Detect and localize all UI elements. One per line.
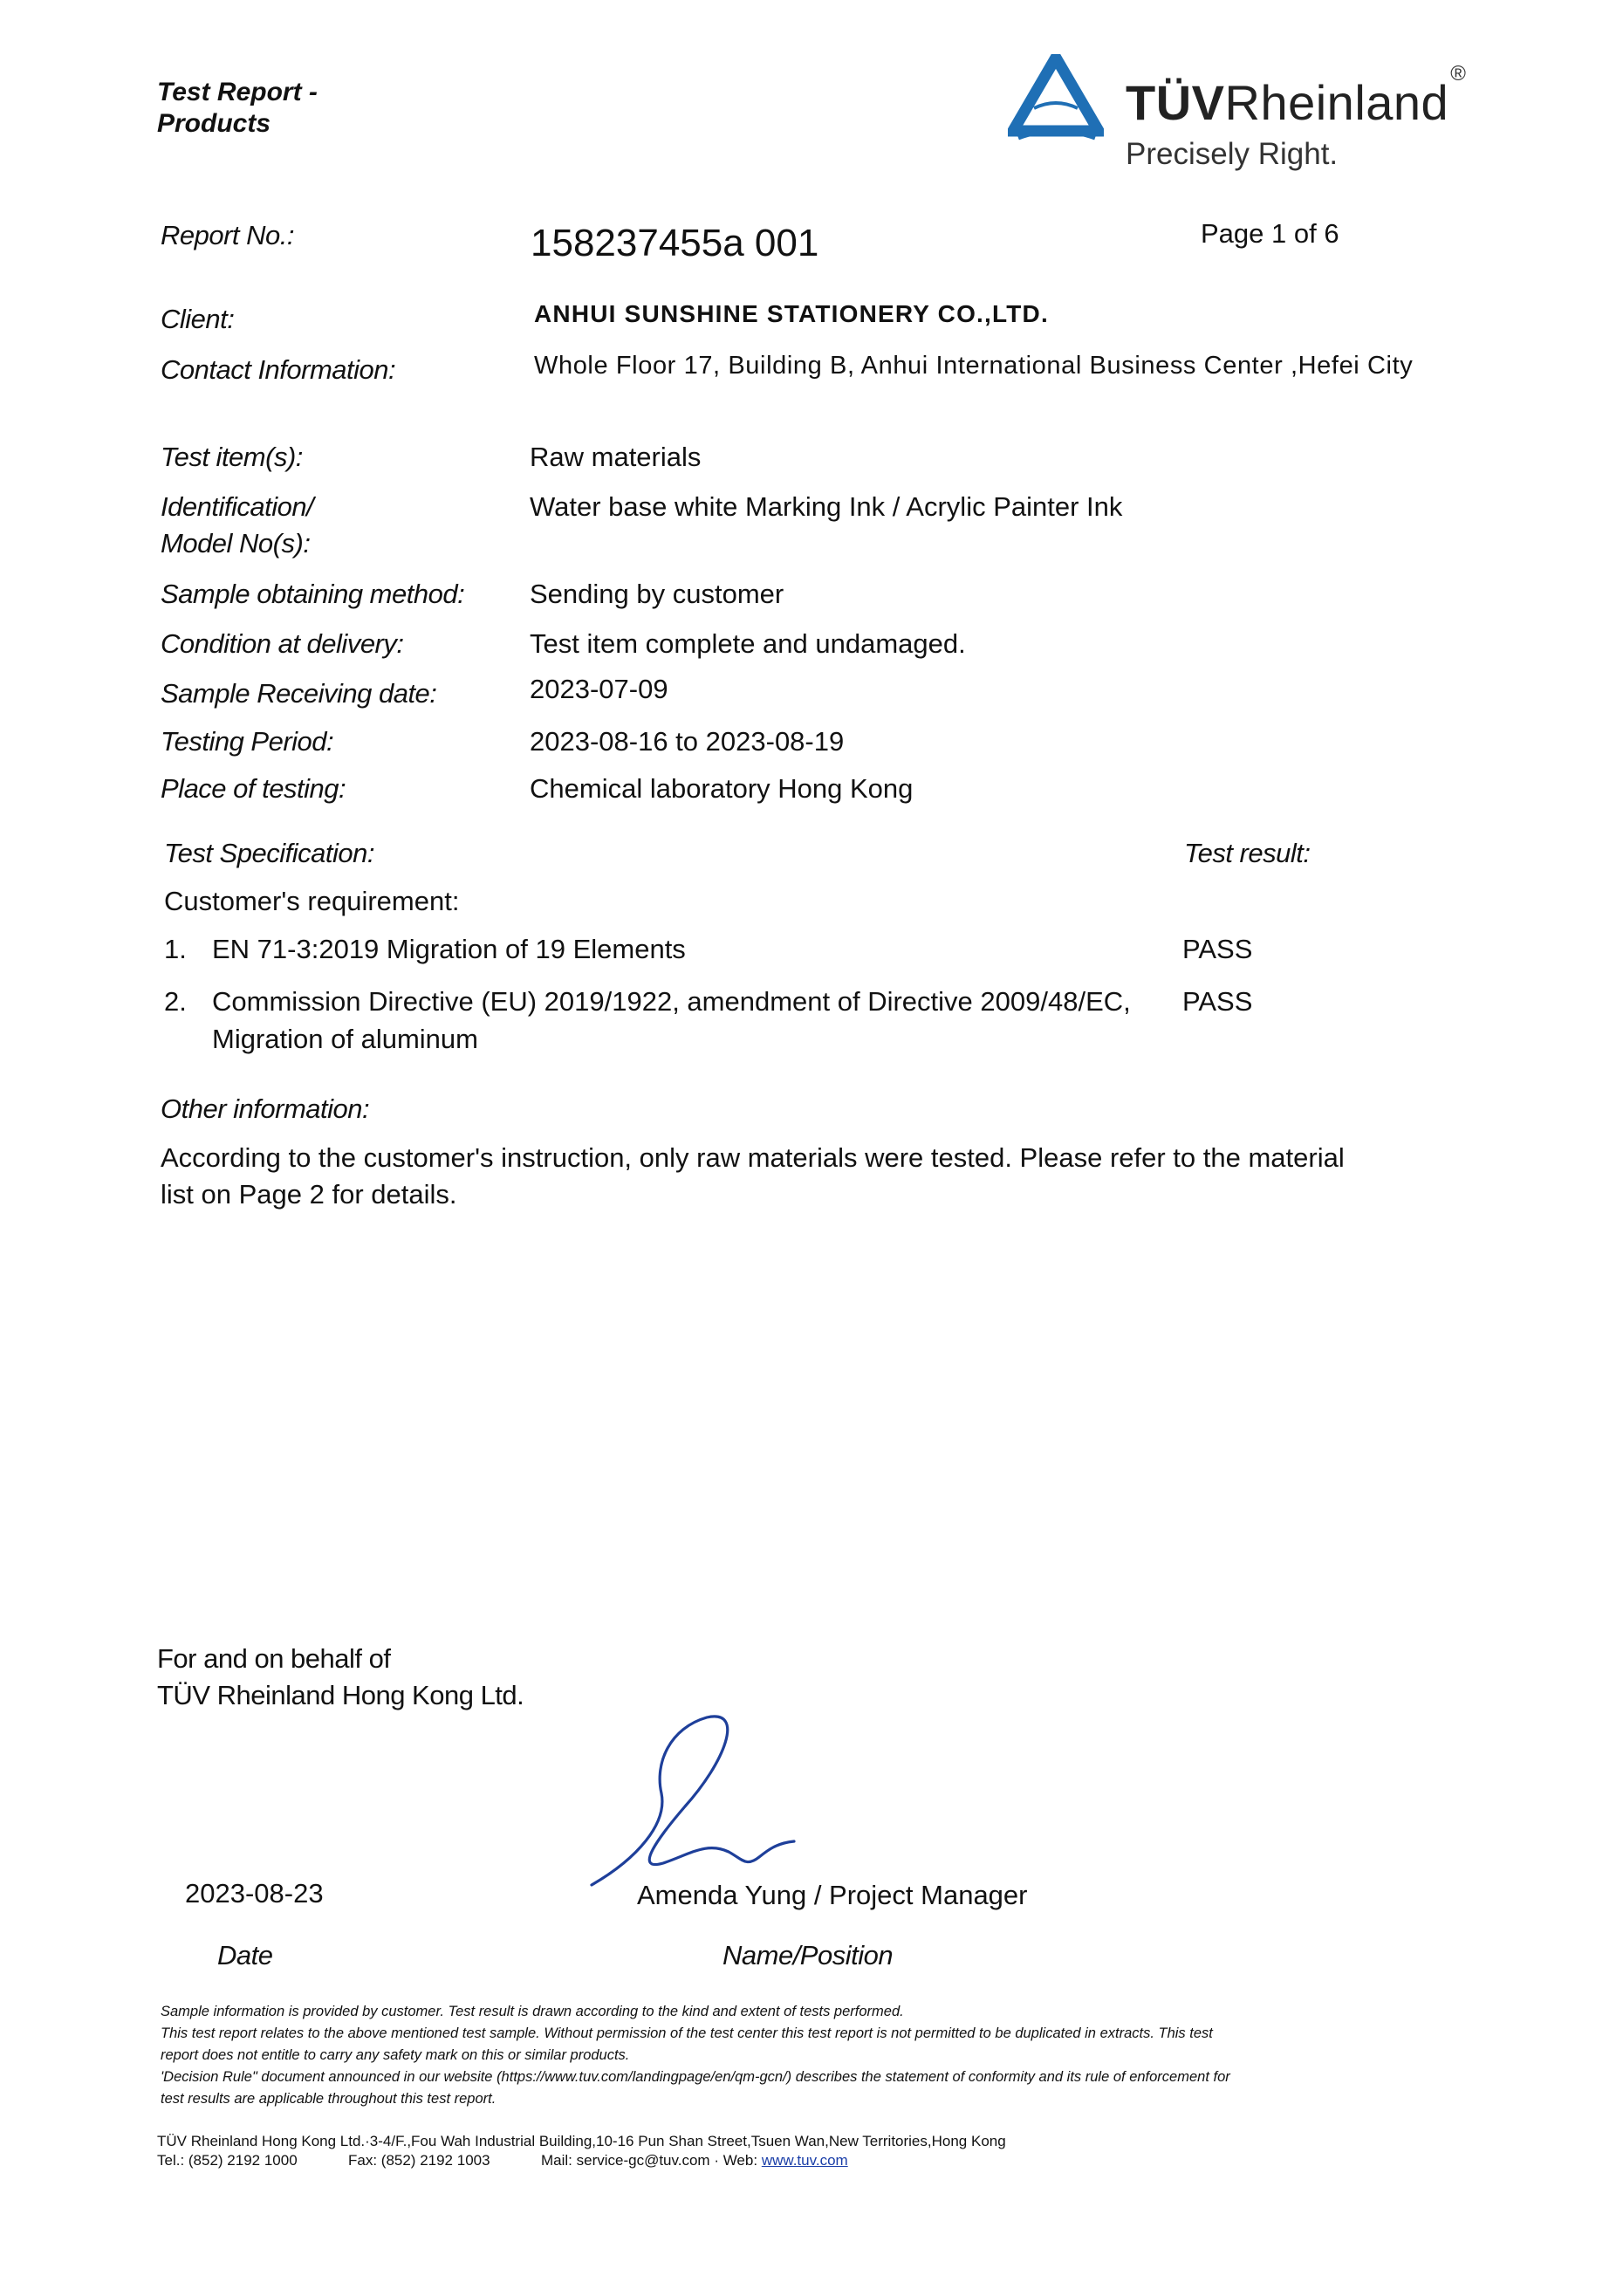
contact-label: Contact Information: bbox=[161, 354, 396, 385]
spec-item-result: PASS bbox=[1182, 934, 1253, 964]
footer-fax: Fax: (852) 2192 1003 bbox=[348, 2152, 490, 2169]
sample-method-label: Sample obtaining method: bbox=[161, 579, 465, 609]
spec-item-result: PASS bbox=[1182, 986, 1253, 1017]
report-number: 158237455a 001 bbox=[531, 222, 819, 264]
testing-period-value: 2023-08-16 to 2023-08-19 bbox=[530, 726, 845, 757]
footnote-line: report does not entitle to carry any safety mark on this or similar products. bbox=[161, 2047, 630, 2063]
date-caption: Date bbox=[217, 1940, 273, 1970]
receiving-date-label: Sample Receiving date: bbox=[161, 678, 437, 709]
test-items-value: Raw materials bbox=[530, 442, 702, 472]
registered-mark: ® bbox=[1450, 62, 1467, 86]
other-info-text bbox=[161, 1140, 1345, 1213]
logo-wordmark bbox=[1126, 62, 1467, 131]
handwritten-signature bbox=[585, 1710, 812, 1902]
place-value: Chemical laboratory Hong Kong bbox=[530, 773, 914, 804]
footnote-line: test results are applicable throughout this test report. bbox=[161, 2091, 496, 2107]
logo-tagline: Precisely Right. bbox=[1126, 137, 1339, 171]
identification-label-line1: Identification/ bbox=[161, 491, 314, 522]
company-address: TÜV Rheinland Hong Kong Ltd.·3-4/F.,Fou Wah Industrial Building,10-16 Pun Shan Street,Tsuen Wan,New Territories,Hong Kong bbox=[157, 2133, 1006, 2149]
signoff-name-position: Amenda Yung / Project Manager bbox=[637, 1880, 1028, 1910]
condition-label: Condition at delivery: bbox=[161, 628, 404, 659]
footnote-line: This test report relates to the above mentioned test sample. Without permission of the test center this test report is not permitted to be duplicated in extracts. This test bbox=[161, 2025, 1213, 2041]
signoff-date: 2023-08-23 bbox=[185, 1878, 324, 1909]
footer-mail: Mail: service-gc@tuv.com · Web: bbox=[541, 2152, 758, 2169]
footnote-line: Sample information is provided by customer. Test result is drawn according to the kind and extent of tests performed. bbox=[161, 2004, 904, 2019]
spec-item-text-continued: Migration of aluminum bbox=[212, 1024, 478, 1054]
customer-requirement: Customer's requirement: bbox=[164, 886, 460, 916]
identification-value: Water base white Marking Ink / Acrylic Painter Ink bbox=[530, 491, 1123, 522]
other-info-line1: According to the customer's instruction, only raw materials were tested. Please refer to the material bbox=[161, 1142, 1345, 1173]
name-position-caption: Name/Position bbox=[722, 1940, 894, 1970]
spec-item-number: 1. bbox=[164, 934, 187, 964]
behalf-of-block bbox=[157, 1641, 524, 1714]
test-items-label: Test item(s): bbox=[161, 442, 303, 472]
spec-item-text: Commission Directive (EU) 2019/1922, amendment of Directive 2009/48/EC, bbox=[212, 986, 1131, 1017]
sample-method-value: Sending by customer bbox=[530, 579, 784, 609]
disclaimer-footnotes bbox=[161, 2001, 1230, 2110]
contact-address: Whole Floor 17, Building B, Anhui International Business Center ,Hefei City bbox=[534, 352, 1414, 380]
report-type-line1: Test Report - bbox=[157, 78, 318, 106]
test-spec-label: Test Specification: bbox=[164, 838, 374, 868]
report-type bbox=[157, 77, 318, 140]
testing-period-label: Testing Period: bbox=[161, 726, 334, 757]
receiving-date-value: 2023-07-09 bbox=[530, 674, 668, 704]
client-name: ANHUI SUNSHINE STATIONERY CO.,LTD. bbox=[534, 300, 1049, 327]
other-info-line2: list on Page 2 for details. bbox=[161, 1179, 457, 1210]
page-indicator: Page 1 of 6 bbox=[1201, 218, 1339, 249]
behalf-line1: For and on behalf of bbox=[157, 1643, 391, 1674]
test-result-label: Test result: bbox=[1184, 838, 1311, 868]
logo-wordmark-bold: TÜV bbox=[1126, 75, 1225, 130]
logo-wordmark-rest: Rheinland bbox=[1224, 75, 1449, 130]
website-link[interactable]: www.tuv.com bbox=[761, 2152, 848, 2169]
behalf-company: TÜV Rheinland Hong Kong Ltd. bbox=[157, 1680, 524, 1710]
footer-tel: Tel.: (852) 2192 1000 bbox=[157, 2152, 298, 2169]
tuv-triangle-logo-icon bbox=[1008, 54, 1104, 141]
footnote-line: 'Decision Rule" document announced in our website (https://www.tuv.com/landingpage/en/qm-gcn/) describes the statement of conformity and its rule of enforcement for bbox=[161, 2069, 1230, 2085]
spec-item-text: EN 71-3:2019 Migration of 19 Elements bbox=[212, 934, 686, 964]
report-number-label: Report No.: bbox=[161, 220, 295, 250]
footer-contact bbox=[541, 2151, 848, 2170]
identification-label-line2: Model No(s): bbox=[161, 528, 311, 559]
other-info-label: Other information: bbox=[161, 1093, 370, 1124]
spec-item-number: 2. bbox=[164, 986, 187, 1017]
report-type-line2: Products bbox=[157, 109, 271, 138]
place-label: Place of testing: bbox=[161, 773, 346, 804]
client-label: Client: bbox=[161, 304, 235, 334]
condition-value: Test item complete and undamaged. bbox=[530, 628, 966, 659]
